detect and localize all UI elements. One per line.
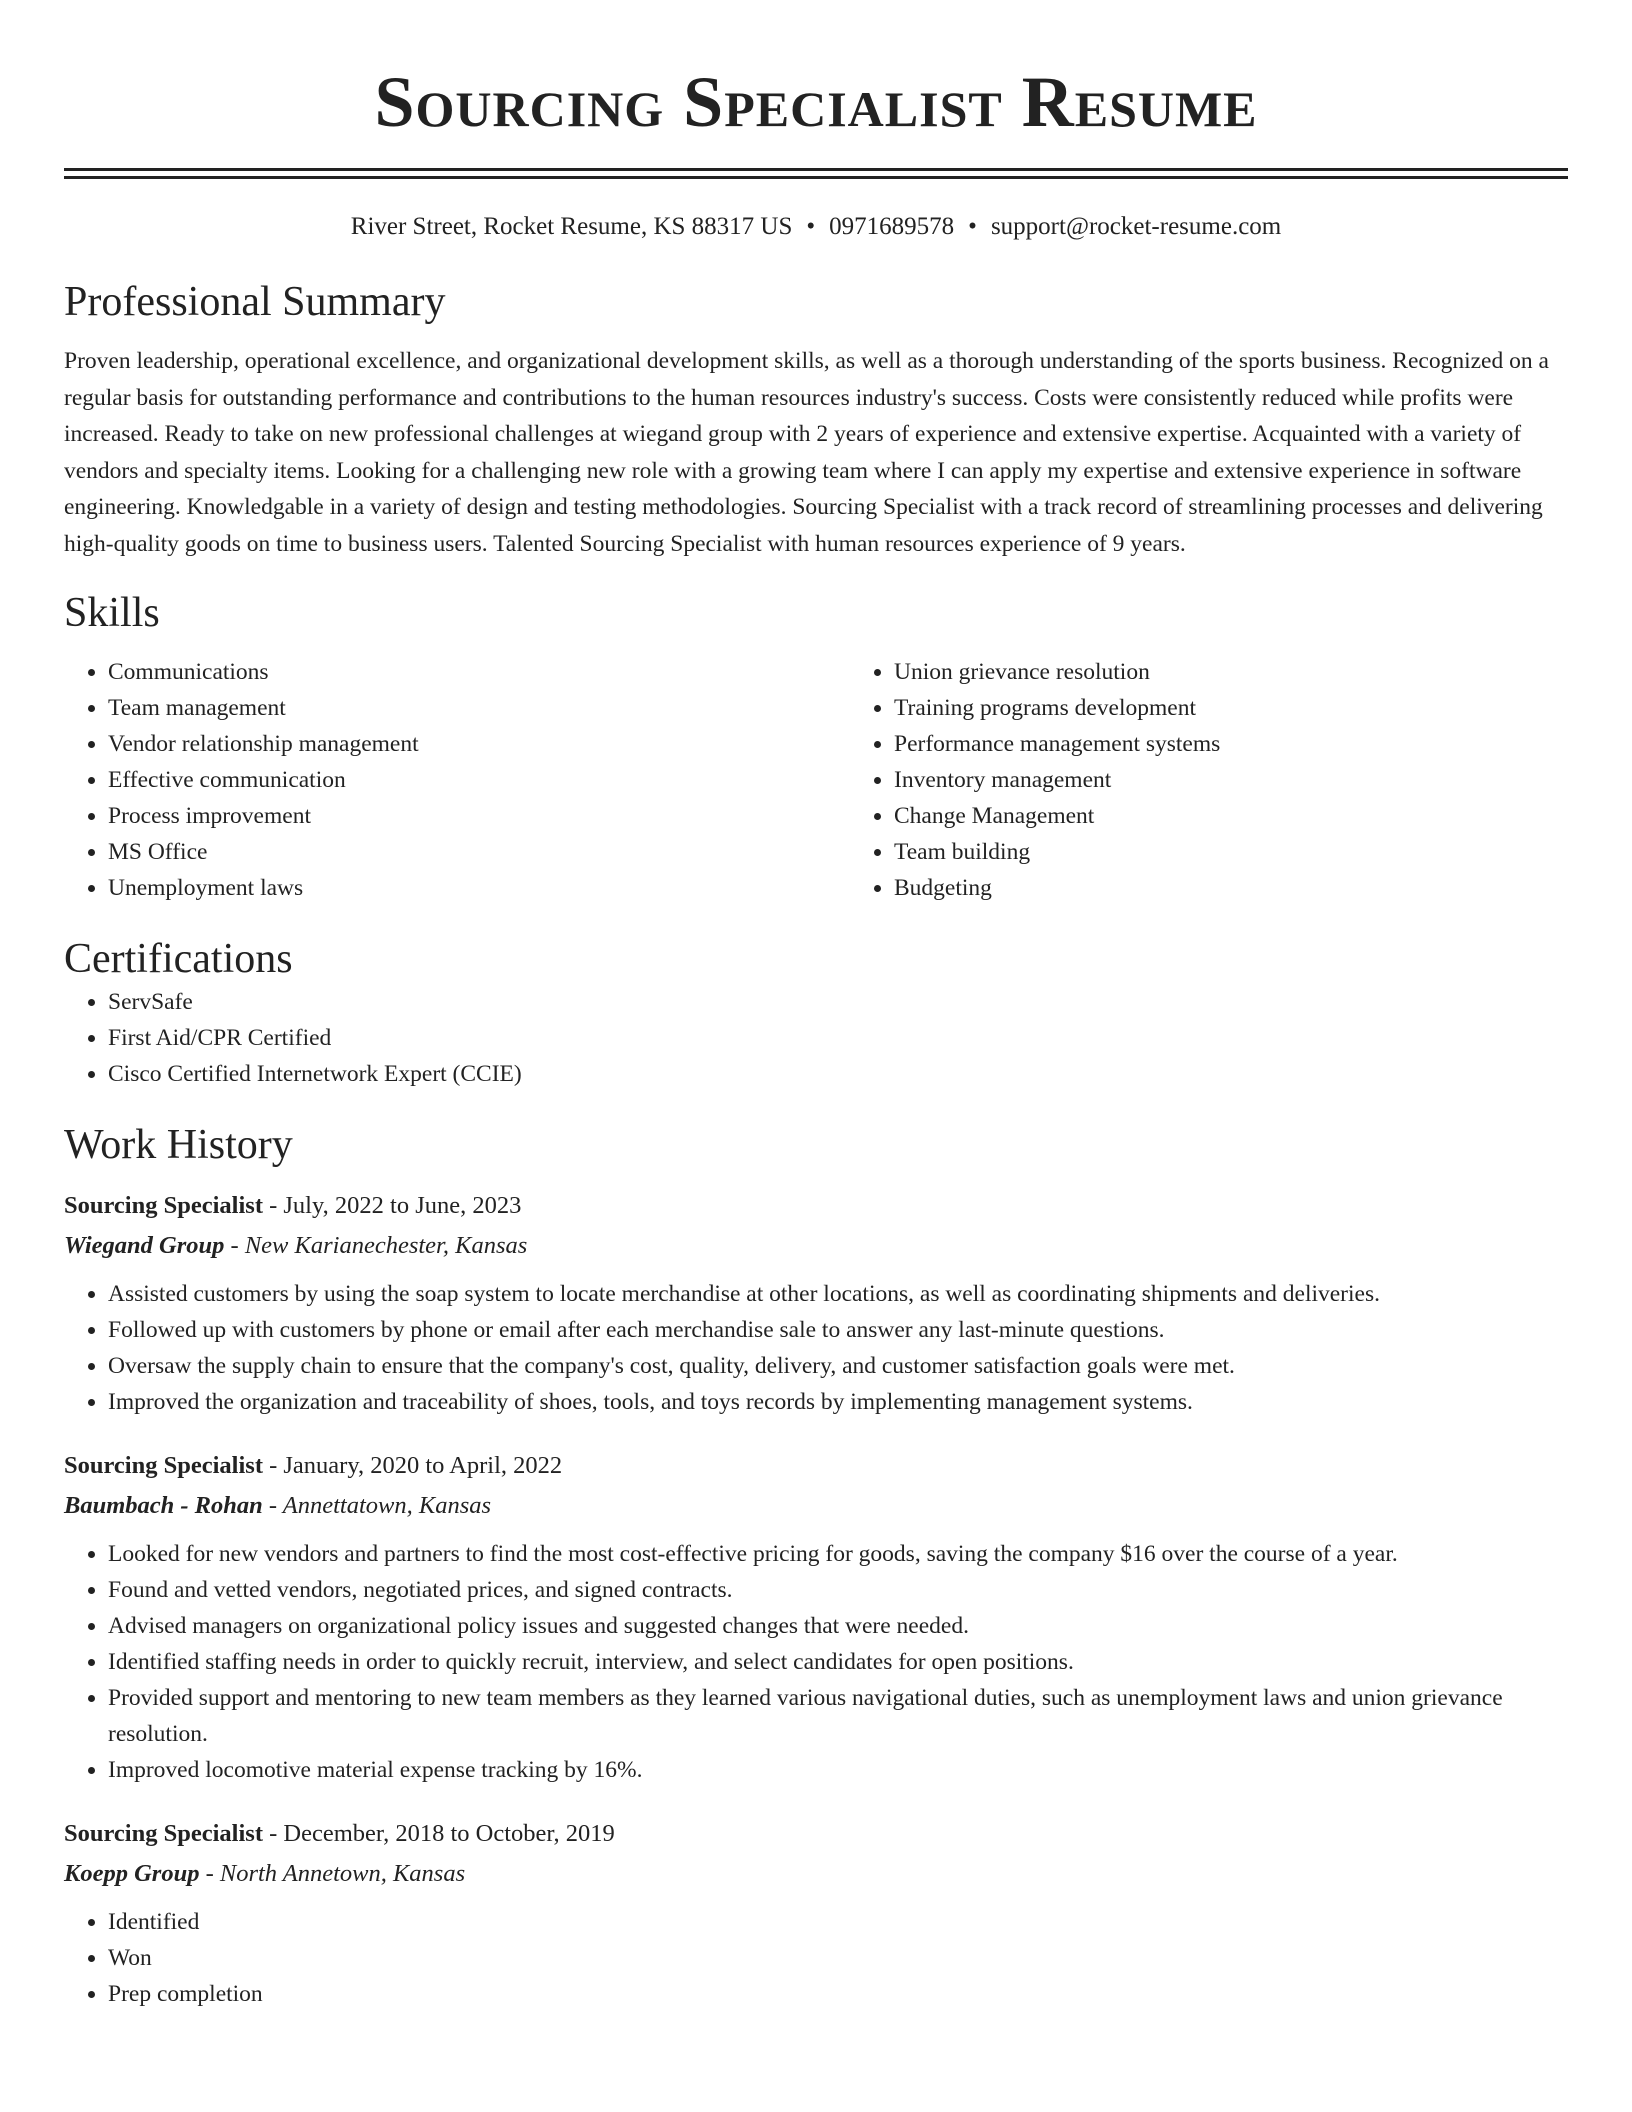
job-title-line xyxy=(64,1814,1568,1854)
skill-item: • Process improvement xyxy=(108,798,850,834)
work-history-heading: Work History xyxy=(64,1122,293,1168)
skill-item: • Budgeting xyxy=(894,870,1632,906)
skill-item: • Vendor relationship management xyxy=(108,726,850,762)
job-bullets xyxy=(64,1276,1568,1420)
title-rule-top xyxy=(64,168,1568,171)
job-title: Sourcing Specialist xyxy=(64,1452,263,1479)
certification-item: • ServSafe xyxy=(108,984,1568,1020)
summary-text: Proven leadership, operational excellence, and organizational development skills, as well as a thorough understanding of the sports business. Recognized on a regular basis for outstanding performance and contributions to the human resources industry's success. Costs were consistently reduced while profits were increased. Ready to take on new professional challenges at wiegand group with 2 years of experience and extensive expertise. Acquainted with a variety of vendors and specialty items. Looking for a challenging new role with a growing team where I can apply my expertise and extensive experience in software engineering. Knowledgable in a variety of design and testing methodologies. Sourcing Specialist with a track record of streamlining processes and delivering high-quality goods on time to business users. Talented Sourcing Specialist with human resources experience of 9 years. xyxy=(64,348,1549,557)
skill-item: • Training programs development xyxy=(894,690,1632,726)
skills-list-right xyxy=(850,654,1632,906)
skill-item: • Team management xyxy=(108,690,850,726)
job-company: Wiegand Group xyxy=(64,1232,225,1259)
contact-separator: • xyxy=(968,213,977,240)
job-bullets xyxy=(64,1536,1568,1788)
job-location: - North Annetown, Kansas xyxy=(199,1860,466,1887)
job-company-line xyxy=(64,1226,1568,1266)
job-title-line xyxy=(64,1186,1568,1226)
job-company-line xyxy=(64,1486,1568,1526)
skills-columns xyxy=(64,654,1568,906)
job-dates: - December, 2018 to October, 2019 xyxy=(262,1820,615,1847)
skill-item: • Union grievance resolution xyxy=(894,654,1632,690)
contact-phone: 0971689578 xyxy=(829,213,955,240)
job-bullet: • Followed up with customers by phone or email after each merchandise sale to answer any last-minute questions. xyxy=(108,1312,1568,1348)
skill-item: • Unemployment laws xyxy=(108,870,850,906)
job-bullet: • Won xyxy=(108,1940,1568,1976)
skill-item: • Communications xyxy=(108,654,850,690)
job-bullet: • Improved the organization and traceability of shoes, tools, and toys records by implementing management systems. xyxy=(108,1384,1568,1420)
skill-item: • Effective communication xyxy=(108,762,850,798)
skills-list-left xyxy=(64,654,850,906)
job-bullet: • Looked for new vendors and partners to find the most cost-effective pricing for goods, saving the company $16 over the course of a year. xyxy=(108,1536,1568,1572)
contact-separator: • xyxy=(806,213,816,240)
job-entry xyxy=(64,1186,1568,1420)
summary-heading: Professional Summary xyxy=(64,279,446,325)
skill-item: • Team building xyxy=(894,834,1632,870)
job-company-line xyxy=(64,1854,1568,1894)
job-bullets xyxy=(64,1904,1568,2012)
job-company: Baumbach - Rohan xyxy=(64,1492,263,1519)
job-bullet: • Improved locomotive material expense tracking by 16%. xyxy=(108,1752,1568,1788)
skill-item: • Performance management systems xyxy=(894,726,1632,762)
job-bullet: • Identified staffing needs in order to quickly recruit, interview, and select candidates for open positions. xyxy=(108,1644,1568,1680)
skill-item: • Inventory management xyxy=(894,762,1632,798)
job-bullet: • Oversaw the supply chain to ensure that the company's cost, quality, delivery, and customer satisfaction goals were met. xyxy=(108,1348,1568,1384)
job-location: - New Karianechester, Kansas xyxy=(224,1232,528,1259)
contact-address: River Street, Rocket Resume, KS 88317 US xyxy=(350,213,793,240)
job-dates: - January, 2020 to April, 2022 xyxy=(262,1452,563,1479)
job-bullet: • Advised managers on organizational policy issues and suggested changes that were needed. xyxy=(108,1608,1568,1644)
job-title: Sourcing Specialist xyxy=(64,1192,263,1219)
job-bullet: • Assisted customers by using the soap system to locate merchandise at other locations, as well as coordinating shipments and deliveries. xyxy=(108,1276,1568,1312)
certification-item: • First Aid/CPR Certified xyxy=(108,1020,1568,1056)
job-dates: - July, 2022 to June, 2023 xyxy=(262,1192,522,1219)
certifications-list xyxy=(64,984,1568,1092)
certifications-heading: Certifications xyxy=(64,936,293,982)
job-company: Koepp Group xyxy=(64,1860,200,1887)
skill-item: • Change Management xyxy=(894,798,1632,834)
contact-line xyxy=(64,211,1568,243)
certification-item: • Cisco Certified Internetwork Expert (CCIE) xyxy=(108,1056,1568,1092)
job-bullet: • Found and vetted vendors, negotiated prices, and signed contracts. xyxy=(108,1572,1568,1608)
job-bullet: • Prep completion xyxy=(108,1976,1568,2012)
job-location: - Annettatown, Kansas xyxy=(262,1492,492,1519)
job-bullet: • Provided support and mentoring to new team members as they learned various navigational duties, such as unemployment laws and union grievance resolution. xyxy=(108,1680,1568,1752)
contact-email: support@rocket-resume.com xyxy=(990,213,1282,240)
resume-title: Sourcing Specialist Resume xyxy=(374,62,1258,142)
skills-heading: Skills xyxy=(64,590,160,636)
job-entry xyxy=(64,1814,1568,2012)
job-title: Sourcing Specialist xyxy=(64,1820,263,1847)
skill-item: • MS Office xyxy=(108,834,850,870)
title-rule-bottom xyxy=(64,176,1568,179)
job-bullet: • Identified xyxy=(108,1904,1568,1940)
job-title-line xyxy=(64,1446,1568,1486)
job-entry xyxy=(64,1446,1568,1788)
